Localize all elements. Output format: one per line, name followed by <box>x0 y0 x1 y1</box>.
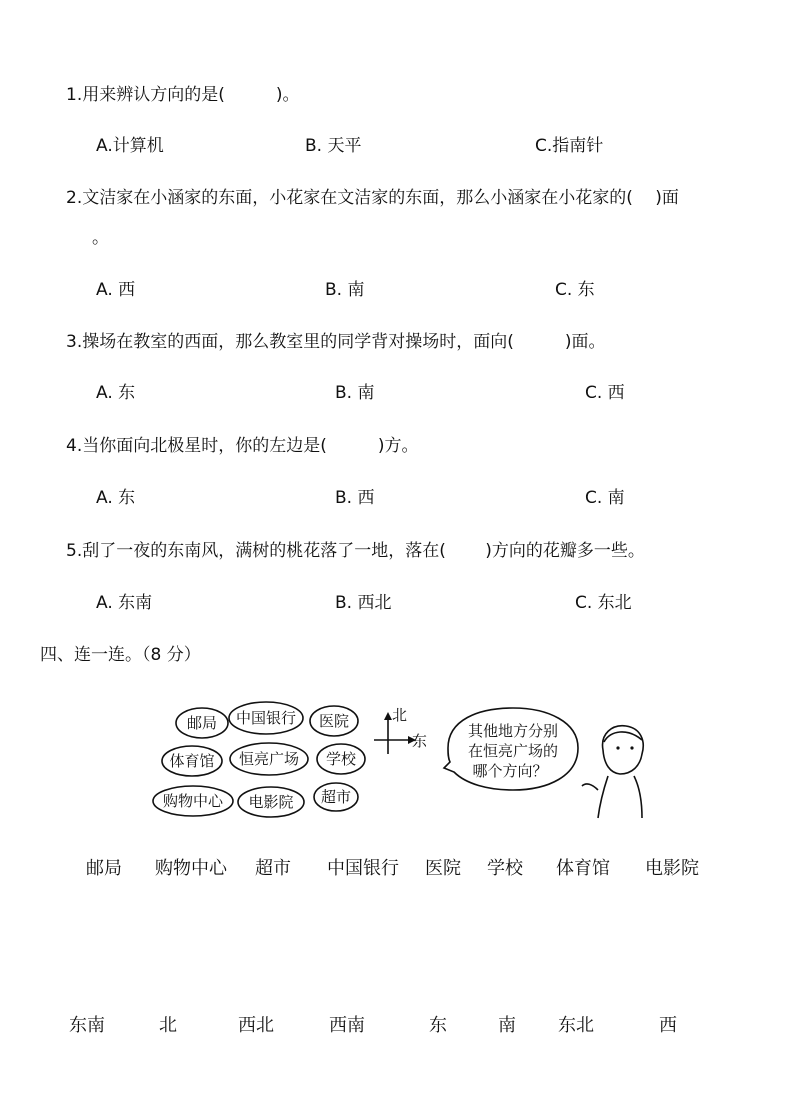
q4-option-a[interactable]: A. 东 <box>96 488 136 508</box>
place-word-1[interactable]: 邮局 <box>86 858 122 879</box>
question-2-continuation: 。 <box>92 228 109 248</box>
bubble-line-3: 哪个方向？ <box>472 762 548 780</box>
person-body <box>598 776 642 818</box>
question-4: 4.当你面向北极星时，你的左边是( )方。 <box>66 436 419 456</box>
q3-option-a[interactable]: A. 东 <box>96 383 136 403</box>
compass-arrow-north <box>384 712 392 720</box>
q3-option-c[interactable]: C. 西 <box>585 383 625 403</box>
place-word-4[interactable]: 中国银行 <box>327 858 399 879</box>
q5-option-a[interactable]: A. 东南 <box>96 593 153 613</box>
direction-word-1[interactable]: 东南 <box>69 1015 105 1036</box>
direction-word-3[interactable]: 西北 <box>238 1015 274 1036</box>
section-4-title: 四、连一连。（8 分） <box>40 645 201 665</box>
direction-word-7[interactable]: 东北 <box>558 1015 594 1036</box>
person-head <box>603 726 644 774</box>
q2-option-a[interactable]: A. 西 <box>96 280 136 300</box>
direction-word-2[interactable]: 北 <box>159 1015 177 1036</box>
compass-label-east: 东 <box>412 732 428 750</box>
place-word-7[interactable]: 体育馆 <box>556 858 610 879</box>
q4-option-b[interactable]: B. 西 <box>335 488 375 508</box>
q1-option-b[interactable]: B. 天平 <box>305 136 362 156</box>
question-3: 3.操场在教室的西面，那么教室里的同学背对操场时，面向( )面。 <box>66 332 606 352</box>
q1-option-a[interactable]: A.计算机 <box>96 136 164 156</box>
person-arm <box>582 784 598 790</box>
place-word-6[interactable]: 学校 <box>487 858 523 879</box>
place-label-hospital: 医院 <box>318 712 350 730</box>
place-label-mall: 购物中心 <box>162 792 224 810</box>
q2-option-c[interactable]: C. 东 <box>555 280 595 300</box>
direction-word-8[interactable]: 西 <box>659 1015 677 1036</box>
place-label-youju: 邮局 <box>186 714 218 732</box>
place-label-school: 学校 <box>325 750 357 768</box>
map-illustration <box>148 698 648 830</box>
person-hair <box>604 732 642 742</box>
direction-word-4[interactable]: 西南 <box>329 1015 365 1036</box>
question-2: 2.文洁家在小涵家的东面，小花家在文洁家的东面，那么小涵家在小花家的( )面 <box>66 188 679 208</box>
bubble-line-2: 在恒亮广场的 <box>467 742 559 760</box>
place-label-cinema: 电影院 <box>248 793 294 811</box>
place-label-gym: 体育馆 <box>169 752 215 770</box>
question-1: 1.用来辨认方向的是( )。 <box>66 85 300 105</box>
place-label-supermarket: 超市 <box>320 788 352 806</box>
question-5: 5.刮了一夜的东南风，满树的桃花落了一地，落在( )方向的花瓣多一些。 <box>66 541 645 561</box>
q2-option-b[interactable]: B. 南 <box>325 280 365 300</box>
q3-option-b[interactable]: B. 南 <box>335 383 375 403</box>
q4-option-c[interactable]: C. 南 <box>585 488 625 508</box>
place-word-5[interactable]: 医院 <box>425 858 461 879</box>
q5-option-b[interactable]: B. 西北 <box>335 593 392 613</box>
compass-label-north: 北 <box>392 706 408 724</box>
direction-word-5[interactable]: 东 <box>429 1015 447 1036</box>
q1-option-c[interactable]: C.指南针 <box>535 136 604 156</box>
bubble-line-1: 其他地方分别 <box>467 722 559 740</box>
place-word-8[interactable]: 电影院 <box>645 858 699 879</box>
direction-word-6[interactable]: 南 <box>498 1015 516 1036</box>
place-word-3[interactable]: 超市 <box>255 858 291 879</box>
place-label-bank: 中国银行 <box>235 709 297 727</box>
place-word-2[interactable]: 购物中心 <box>155 858 227 879</box>
place-label-plaza: 恒亮广场 <box>238 750 300 768</box>
q5-option-c[interactable]: C. 东北 <box>575 593 632 613</box>
